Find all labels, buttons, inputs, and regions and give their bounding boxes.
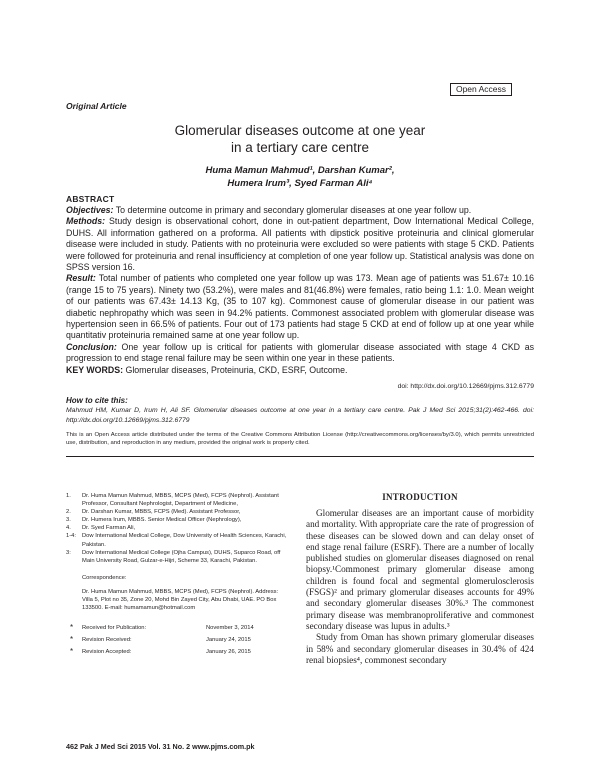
affiliations-column — [66, 492, 288, 658]
affiliation-number: 3. — [66, 517, 71, 524]
affiliation-text: Dr. Darshan Kumar, MBBS, FCPS (Med). Assistant Professor, — [82, 509, 241, 516]
abstract-methods — [66, 216, 534, 273]
date-value: January 24, 2015 — [206, 637, 251, 644]
methods-text: Study design is observational cohort, done in out-patient department, Dow International Medical College, DUHS. All information gathered on a proforma. All patients with dipstick positive proteinuria and clinical glomerular disease were included in study. Patients with no proteinuria were excluded so were patients with stage 5 CKD. Patients were followed for proteinuria and renal insufficiency at completion of one year follow up. Statistical analysis was done on SPSS version 16. — [66, 216, 534, 273]
abstract-objectives — [66, 205, 534, 216]
bullet-star-icon: * — [70, 647, 74, 657]
date-row — [66, 646, 288, 658]
date-row — [66, 622, 288, 634]
article-title — [60, 122, 540, 156]
conclusion-text: One year follow up is critical for patients with glomerular disease associated with stage 4 CKD as progression to end stage renal failure may be seen within one year in these patients. — [66, 341, 534, 364]
date-label: Revision Accepted: — [82, 649, 132, 656]
title-line-1: Glomerular diseases outcome at one year — [174, 123, 426, 138]
introduction-heading: INTRODUCTION — [382, 492, 458, 502]
affiliation-item — [66, 508, 288, 516]
methods-label: Methods: — [66, 216, 106, 227]
authors-line-2: Humera Irum³, Syed Farman Ali⁴ — [227, 178, 373, 189]
open-access-badge: Open Access — [450, 83, 512, 96]
authors-line-1: Huma Mamun Mahmud¹, Darshan Kumar², — [205, 165, 395, 176]
affiliation-item — [66, 492, 288, 508]
publication-dates — [66, 622, 288, 658]
date-value: January 26, 2015 — [206, 649, 251, 656]
page-footer: 462 Pak J Med Sci 2015 Vol. 31 No. 2 www.pjms.com.pk — [66, 742, 255, 751]
objectives-label: Objectives: — [66, 205, 114, 215]
affiliation-number: 3: — [66, 549, 71, 556]
affiliation-item — [66, 549, 288, 565]
intro-paragraph-2: Study from Oman has shown primary glomerular diseases in 58% and secondary glomerular diseases in 30.4% of 424 renal biopsies⁴, commonest secondary — [306, 632, 534, 665]
doi-link[interactable]: doi: http://dx.doi.org/10.12669/pjms.312.6779 — [397, 383, 534, 390]
affiliation-text: Dr. Syed Farman Ali, — [82, 525, 136, 532]
section-divider — [66, 456, 534, 457]
date-row — [66, 634, 288, 646]
keywords-label: KEY WORDS: — [66, 365, 124, 375]
affiliation-item — [66, 524, 288, 532]
conclusion-label: Conclusion: — [66, 341, 117, 352]
objectives-text: To determine outcome in primary and secondary glomerular diseases at one year follow up. — [113, 205, 472, 215]
result-label: Result: — [66, 273, 96, 284]
abstract-heading: ABSTRACT — [66, 194, 115, 204]
affiliation-item — [66, 516, 288, 524]
affiliation-text: Dow International Medical College (Ojha Campus), DUHS, Suparco Road, off Main University Road, Gulzar-e-Hijri, Scheme 33, Karachi, Pakistan. — [82, 549, 281, 564]
bullet-star-icon: * — [70, 635, 74, 645]
affiliation-item — [66, 532, 288, 548]
keywords — [66, 365, 534, 376]
bullet-star-icon: * — [70, 623, 74, 633]
date-label: Revision Received: — [82, 637, 132, 644]
affiliation-number: 2. — [66, 509, 71, 516]
keywords-text: Glomerular diseases, Proteinuria, CKD, ESRF, Outcome. — [123, 365, 348, 375]
title-line-2: in a tertiary care centre — [230, 140, 370, 155]
affiliation-number: 4. — [66, 525, 71, 532]
affiliation-text: Dr. Humera Irum, MBBS. Senior Medical Officer (Nephrology), — [82, 517, 242, 524]
citation-text: Mahmud HM, Kumar D, Irum H, Ali SF. Glomerular diseases outcome at one year in a tertiary care centre. Pak J Med Sci 2015;31(2):462-466. doi: http://dx.doi.org/10.12669/pjms.312.6779 — [66, 407, 534, 424]
author-list — [60, 164, 540, 190]
article-type: Original Article — [66, 101, 127, 111]
affiliation-number: 1-4: — [66, 533, 76, 540]
introduction-body — [306, 508, 534, 666]
intro-paragraph-1: Glomerular diseases are an important cause of morbidity and mortality. With appropriate care the rate of progression of these diseases can be slowed down and can delay onset of end stage renal failure (ESRF). There are a number of locally published studies on glomerular diseases diagnosed on renal biopsy.¹Commonest primary glomerular disease among children is found focal and segmental glomerulosclerosis (FSGS)² and primary glomerular diseases accounts for 49% and secondary glomerular diseases 30%.³ The commonest primary disease was membranoproliferative and commonest secondary disease was lupus in adults.³ — [306, 508, 534, 631]
date-label: Received for Publication: — [82, 625, 147, 632]
affiliation-text: Dr. Huma Mamun Mahmud, MBBS, MCPS (Med), FCPS (Nephrol). Assistant Professor, Consultant Nephrologist, Department of Medicine, — [82, 493, 279, 508]
date-value: November 3, 2014 — [206, 625, 254, 632]
result-text: Total number of patients who completed one year follow up was 173. Mean age of patients was 51.67± 10.16 (range 15 to 75 years). Ninety two (53.2%), were males and 81(46.8%) were females, ratio being 1.1: 1.0. Mean weight of our patients was 67.43± 14.13 Kg, (35 to 107 kg). Commonest cause of glomerular disease in our patient was diabetic nephropathy which was seen in 94.2% patients. Commonest associated problem with glomerular disease was hypertension seen in 66.5% of patients. Four out of 173 patients had stage 5 CKD at end of follow up at one year while quantitativ proteinuria remained same at one year follow up. — [66, 273, 534, 341]
correspondence-text: Dr. Huma Mamun Mahmud, MBBS, MCPS (Med), FCPS (Nephrol). Address: Villa 5, Plot no 35, Zone 20, Mohd Bin Zayed City, Abu Dhabi, UAE. PO Box 133500. E-mail: humamamun@hotmail.com — [82, 588, 279, 612]
correspondence-heading: Correspondence: — [82, 574, 127, 581]
affiliation-number: 1. — [66, 493, 71, 499]
affiliation-text: Dow International Medical College, Dow University of Health Sciences, Karachi, Pakistan. — [82, 533, 287, 548]
cite-heading: How to cite this: — [66, 396, 128, 405]
abstract-result — [66, 273, 534, 341]
abstract-conclusion — [66, 342, 534, 365]
abstract-body — [66, 205, 534, 365]
license-text: This is an Open Access article distributed under the terms of the Creative Commons Attribution License (http://creativecommons.org/licenses/by/3.0), which permits unrestricted use, distribution, and reproduction in any medium, provided the original work is properly cited. — [66, 432, 534, 446]
